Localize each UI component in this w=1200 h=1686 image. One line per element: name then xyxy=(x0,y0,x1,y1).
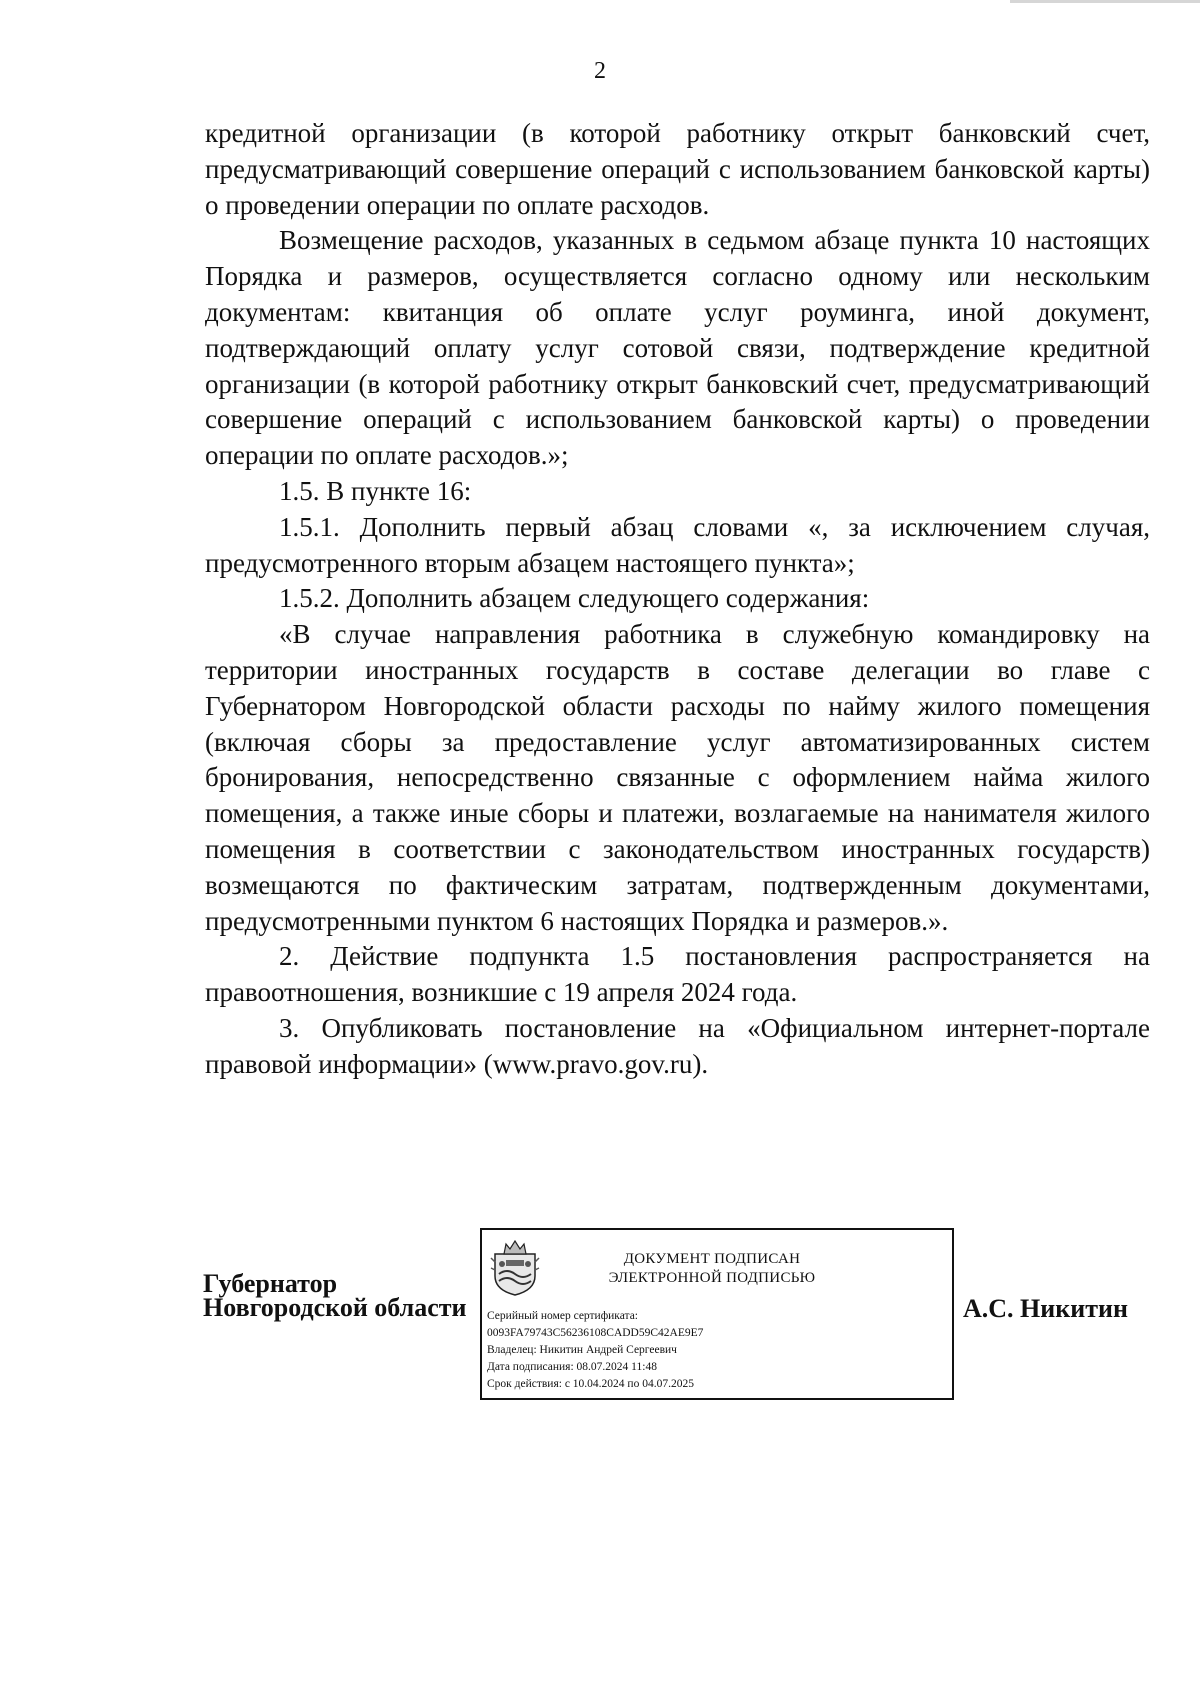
paragraph: кредитной организации (в которой работнику открыт банковский счет, предусматривающий совершение операций с использованием банковской карты) о проведении операции по оплате расходов. xyxy=(205,118,1150,220)
document-body xyxy=(205,116,1150,1083)
signatory-title xyxy=(203,1269,467,1322)
novgorod-coat-of-arms-icon xyxy=(490,1238,540,1296)
stamp-header xyxy=(562,1250,862,1288)
electronic-signature-stamp xyxy=(480,1228,954,1400)
paragraph: 1.5. В пункте 16: xyxy=(279,475,472,506)
signature-block xyxy=(0,1228,1200,1408)
paragraph: Возмещение расходов, указанных в седьмом абзаце пункта 10 настоящих Порядка и размеров, осуществляется согласно одному или нескольким документам: квитанция об оплате услуг роуминга, иной документ, подтверждающий оплату услуг сотовой связи, подтверждение кредитной организации (в которой работнику открыт банковский счет, предусматривающий совершение операций с использованием банковской карты) о проведении операции по оплате расходов.»; xyxy=(205,225,1150,471)
stamp-cert-label: Серийный номер сертификата: xyxy=(487,1310,638,1322)
paragraph: 1.5.1. Дополнить первый абзац словами «, за исключением случая, предусмотренного вторым абзацем настоящего пункта»; xyxy=(205,511,1150,578)
paragraph: 1.5.2. Дополнить абзацем следующего содержания: xyxy=(279,583,870,614)
page-number: 2 xyxy=(594,58,606,84)
stamp-owner: Владелец: Никитин Андрей Сергеевич xyxy=(487,1344,677,1356)
stamp-validity: Срок действия: с 10.04.2024 по 04.07.2025 xyxy=(487,1378,694,1390)
stamp-header-line: ДОКУМЕНТ ПОДПИСАН xyxy=(623,1251,801,1267)
stamp-signed-date: Дата подписания: 08.07.2024 11:48 xyxy=(487,1361,657,1373)
signatory-title-line: Новгородской области xyxy=(203,1293,467,1322)
paragraph: «В случае направления работника в служебную командировку на территории иностранных государств в составе делегации во главе с Губернатором Новгородской области расходы по найму жилого помещения (включая сборы за предоставление услуг автоматизированных систем бронирования, непосредственно связанные с оформлением найма жилого помещения, а также иные сборы и платежи, возлагаемые на нанимателя жилого помещения в соответствии с законодательством иностранных государств) возмещаются по фактическим затратам, подтвержденным документами, предусмотренными пунктом 6 настоящих Порядка и размеров.». xyxy=(205,619,1150,936)
signatory-title-line: Губернатор xyxy=(203,1269,338,1298)
paragraph: 2. Действие подпункта 1.5 постановления распространяется на правоотношения, возникшие с 19 апреля 2024 года. xyxy=(205,941,1150,1008)
scan-edge-mark xyxy=(1010,0,1200,3)
stamp-cert-serial: 0093FA79743C56236108CADD59C42AE9E7 xyxy=(487,1327,704,1339)
stamp-header-line: ЭЛЕКТРОННОЙ ПОДПИСЬЮ xyxy=(608,1270,816,1286)
paragraph: 3. Опубликовать постановление на «Официальном интернет-портале правовой информации» (www.pravo.gov.ru). xyxy=(205,1012,1150,1079)
stamp-details xyxy=(487,1308,703,1393)
signatory-name: А.С. Никитин xyxy=(963,1294,1128,1323)
